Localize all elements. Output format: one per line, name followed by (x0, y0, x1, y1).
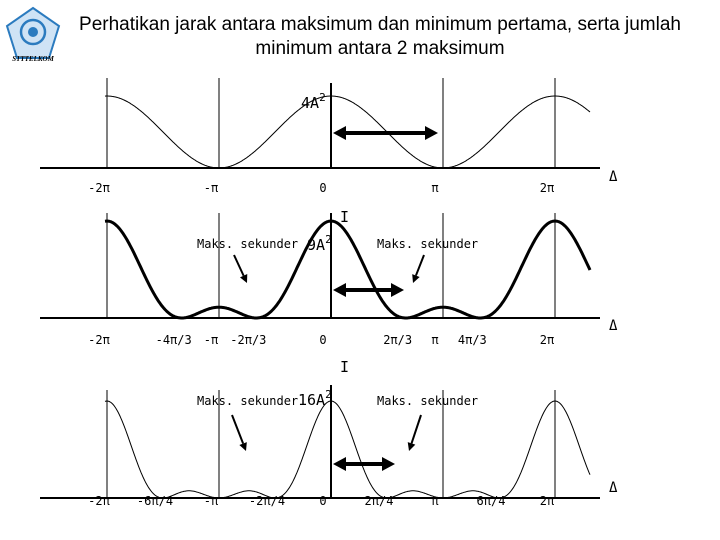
panel-three-slit (40, 213, 618, 376)
tick-label: 0 (319, 181, 327, 195)
peak-intensity-exponent: 2 (319, 91, 326, 104)
tick-label: -2π (88, 494, 110, 508)
peak-intensity-label (301, 91, 326, 112)
delta-axis-label: Δ (609, 318, 618, 334)
tick-label: -π (203, 494, 219, 508)
intensity-curve (105, 221, 590, 318)
tick-label: -π (203, 333, 219, 347)
tick-label: 4π/3 (457, 333, 487, 347)
intensity-label: I (340, 208, 350, 226)
slide-title-line-1: Perhatikan jarak antara maksimum dan minimum pertama, serta jumlah (79, 14, 681, 35)
tick-label: π (431, 494, 439, 508)
secondary-max-label: Maks. sekunder (377, 394, 479, 408)
peak-intensity-base: 16A (298, 391, 326, 409)
peak-intensity-exponent: 2 (325, 388, 332, 401)
intensity-curve (105, 401, 590, 498)
secondary-max-arrow (408, 415, 421, 451)
distance-double-arrow (333, 126, 438, 140)
tick-label: 2π (539, 181, 555, 195)
peak-intensity-label (298, 388, 332, 409)
delta-axis-label: Δ (609, 480, 618, 496)
panel-two-slit (40, 78, 618, 226)
distance-double-arrow (333, 283, 404, 297)
tick-label: -4π/3 (155, 333, 192, 347)
tick-label: 0 (319, 333, 327, 347)
tick-label: 2π/4 (364, 494, 394, 508)
tick-label: 2π (539, 494, 555, 508)
tick-label: -2π (88, 333, 110, 347)
tick-label: 2π/3 (383, 333, 413, 347)
secondary-max-label: Maks. sekunder (197, 394, 299, 408)
intensity-label: I (340, 358, 350, 376)
logo-text: STTTELKOM (12, 55, 54, 62)
secondary-max-arrow (232, 415, 247, 451)
peak-intensity-label (307, 233, 332, 254)
tick-label: 2π (539, 333, 555, 347)
tick-label: π (431, 333, 439, 347)
slide-title-line-2: minimum antara 2 maksimum (255, 38, 505, 59)
tick-label: -2π/4 (248, 494, 286, 508)
panel-four-slit (40, 385, 618, 508)
tick-label: 0 (319, 494, 327, 508)
peak-intensity-base: 4A (301, 94, 320, 112)
secondary-max-arrow (234, 255, 247, 283)
secondary-max-arrow (412, 255, 424, 283)
delta-axis-label: Δ (609, 169, 618, 185)
tick-label: -2π (88, 181, 110, 195)
peak-intensity-exponent: 2 (325, 233, 332, 246)
tick-label: 6π/4 (476, 494, 506, 508)
secondary-max-label: Maks. sekunder (377, 237, 479, 251)
secondary-max-label: Maks. sekunder (197, 237, 299, 251)
tick-label: -π (203, 181, 219, 195)
tick-label: π (431, 181, 439, 195)
tick-label: -6π/4 (136, 494, 174, 508)
tick-label: -2π/3 (230, 333, 267, 347)
peak-intensity-base: 9A (307, 236, 326, 254)
